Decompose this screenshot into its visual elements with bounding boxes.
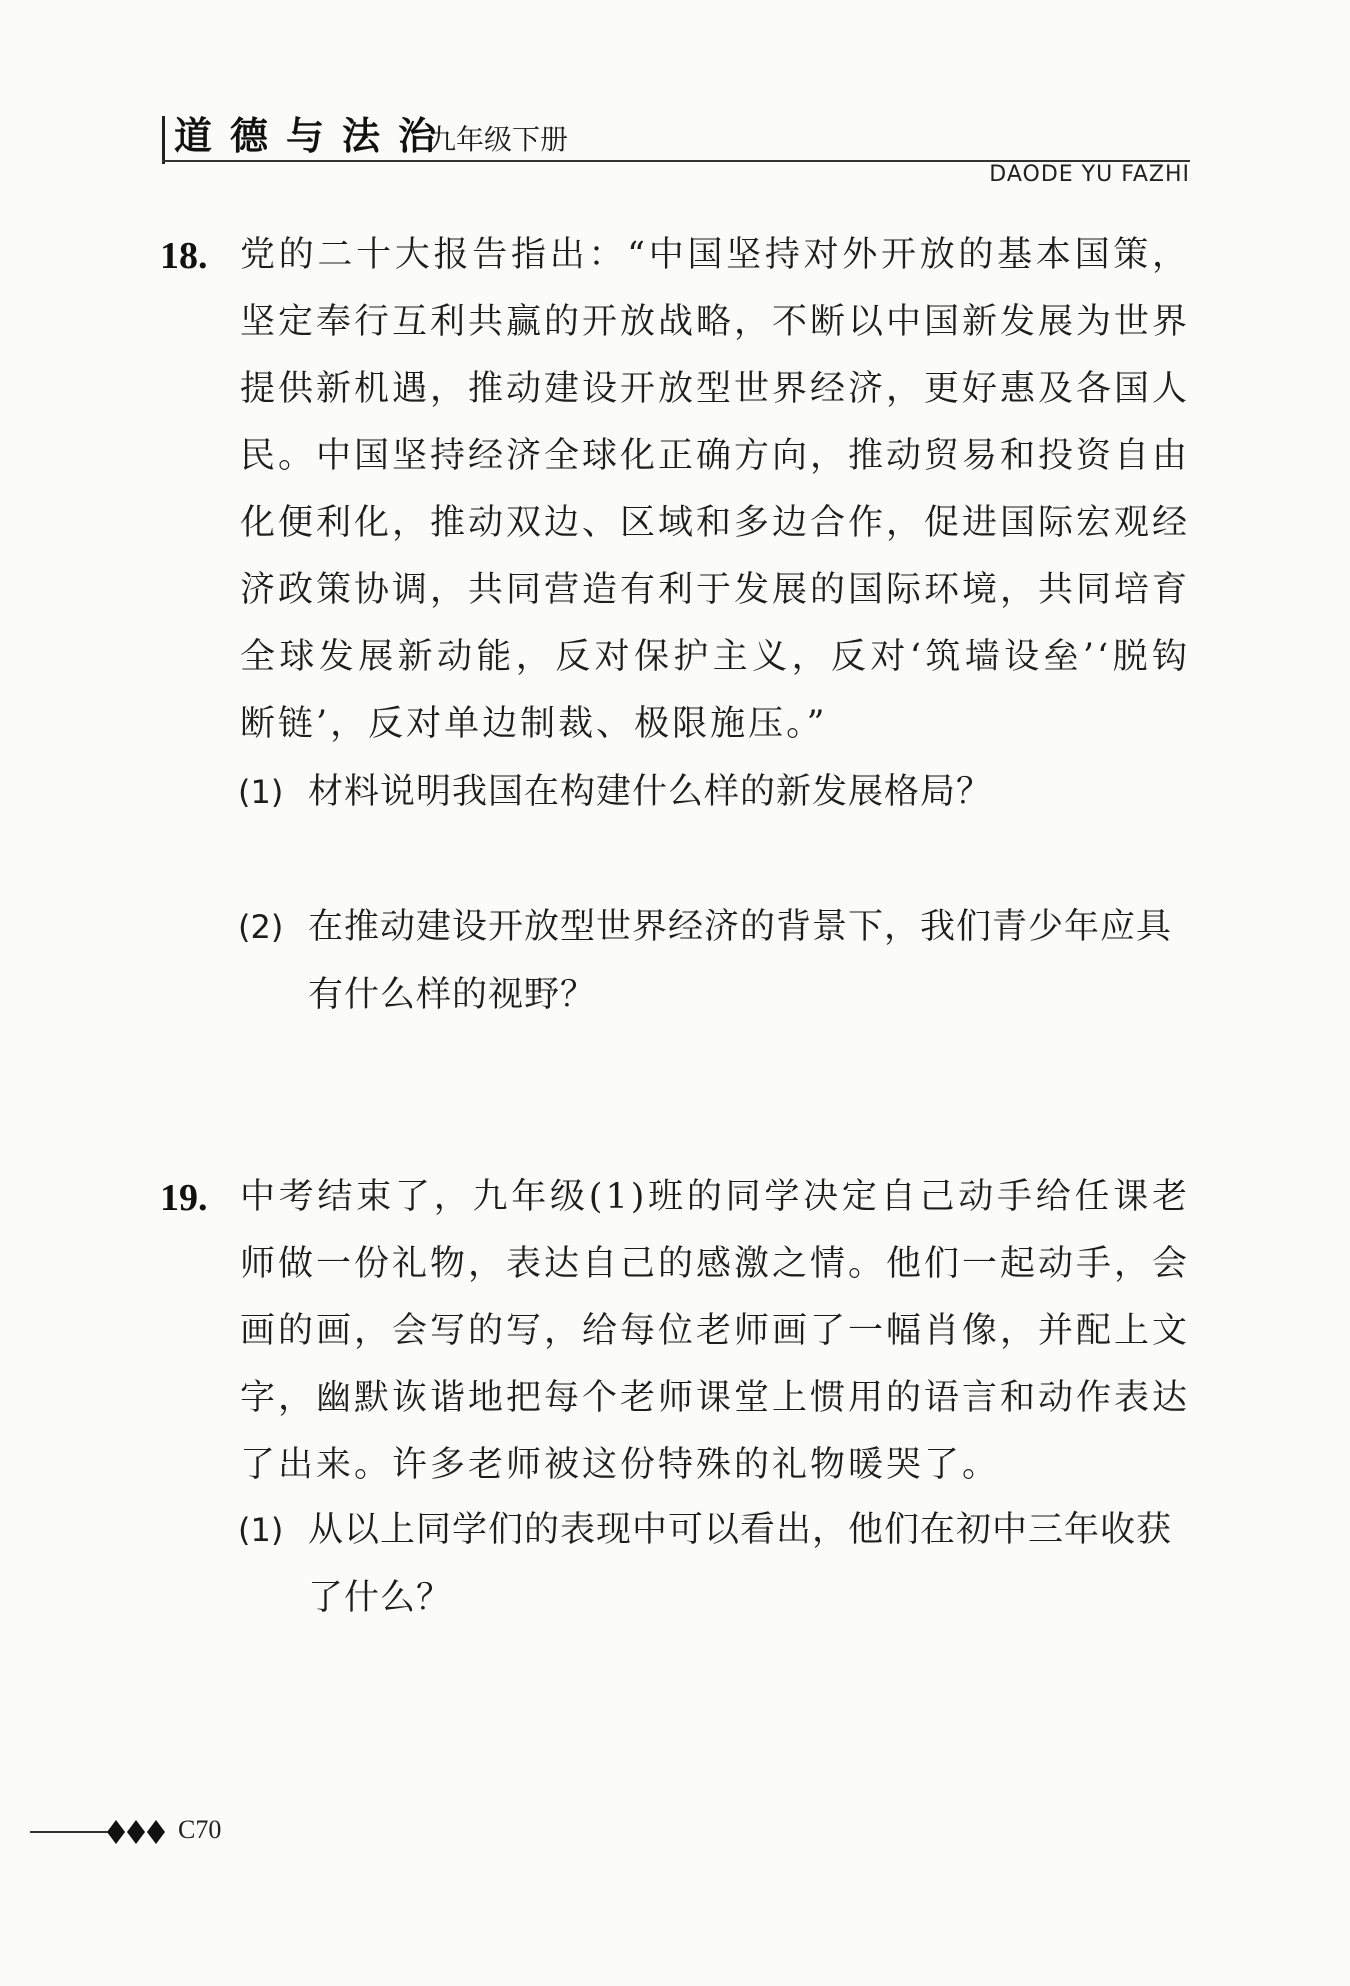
footer-rule <box>30 1831 110 1833</box>
sub-question-text: 在推动建设开放型世界经济的背景下，我们青少年应具有什么样的视野？ <box>308 907 1173 1015</box>
sub-question-number: (1) <box>238 1511 284 1549</box>
header-left-rule <box>162 116 165 164</box>
question-number: 18. <box>160 235 208 277</box>
sub-question-number: (2) <box>238 908 284 946</box>
book-subtitle-pinyin: DAODE YU FAZHI <box>989 162 1190 187</box>
sub-question-text: 从以上同学们的表现中可以看出，他们在初中三年收获了什么？ <box>308 1510 1173 1618</box>
sub-question-text: 材料说明我国在构建什么样的新发展格局？ <box>308 772 993 812</box>
book-grade: 九年级下册 <box>428 123 569 156</box>
question-text: 中考结束了，九年级(1)班的同学决定自己动手给任课老师做一份礼物，表达自己的感激之情。他们一起动手，会画的画，会写的写，给每位老师画了一幅肖像，并配上文字，幽默诙谐地把每个老师课堂上惯用的语言和动作表达了出来。许多老师被这份特殊的礼物暖哭了。 <box>240 1177 1191 1485</box>
question-number: 19. <box>160 1177 208 1219</box>
page-number: C70 <box>178 1815 222 1844</box>
page-header <box>158 112 1190 160</box>
book-title: 道德与法治 <box>174 113 455 158</box>
question-text: 党的二十大报告指出：“中国坚持对外开放的基本国策，坚定奉行互利共赢的开放战略，不断以中国新发展为世界提供新机遇，推动建设开放型世界经济，更好惠及各国人民。中国坚持经济全球化正确方向，推动贸易和投资自由化便利化，推动双边、区域和多边合作，促进国际宏观经济政策协调，共同营造有利于发展的国际环境，共同培育全球发展新动能，反对保护主义，反对‘筑墙设垒’‘脱钩断链’，反对单边制裁、极限施压。” <box>240 235 1191 744</box>
sub-question-number: (1) <box>238 773 284 811</box>
triple-diamond-icon <box>106 1812 166 1852</box>
